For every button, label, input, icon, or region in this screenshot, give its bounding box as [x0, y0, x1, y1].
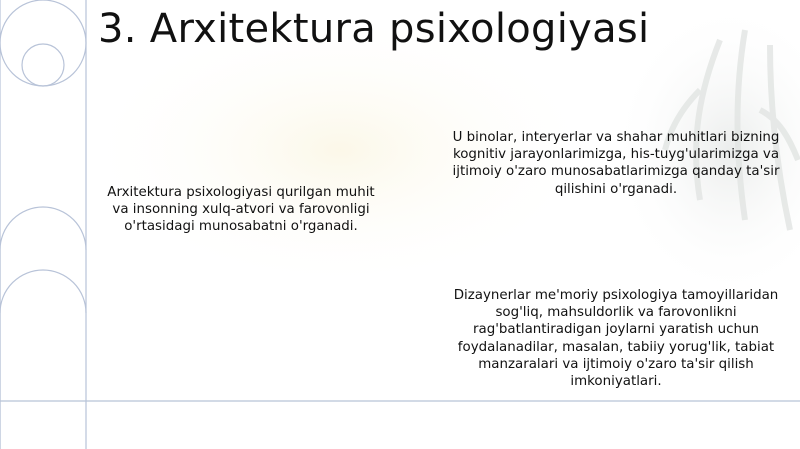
slide-title: 3. Arxitektura psixologiyasi	[98, 6, 650, 52]
right-bottom-paragraph: Dizaynerlar me'moriy psixologiya tamoyillaridan sog'liq, mahsuldorlik va farovonlikni rag'batlantiradigan joylarni yaratish uchun foydalanadilar, masalan, tabiiy yorug'lik, tabiat manzaralari va ijtimoiy o'zaro ta'sir qilish imkoniyatlari.	[453, 288, 779, 390]
right-top-paragraph: U binolar, interyerlar va shahar muhitlari bizning kognitiv jarayonlarimizga, his-tuyg'ularimizga va ijtimoiy o'zaro munosabatlarimizga qanday ta'sir qilishini o'rganadi.	[452, 130, 780, 197]
left-paragraph: Arxitektura psixologiyasi qurilgan muhit va insonning xulq-atvori va farovonligi o'rtasidagi munosabatni o'rganadi.	[107, 185, 375, 235]
